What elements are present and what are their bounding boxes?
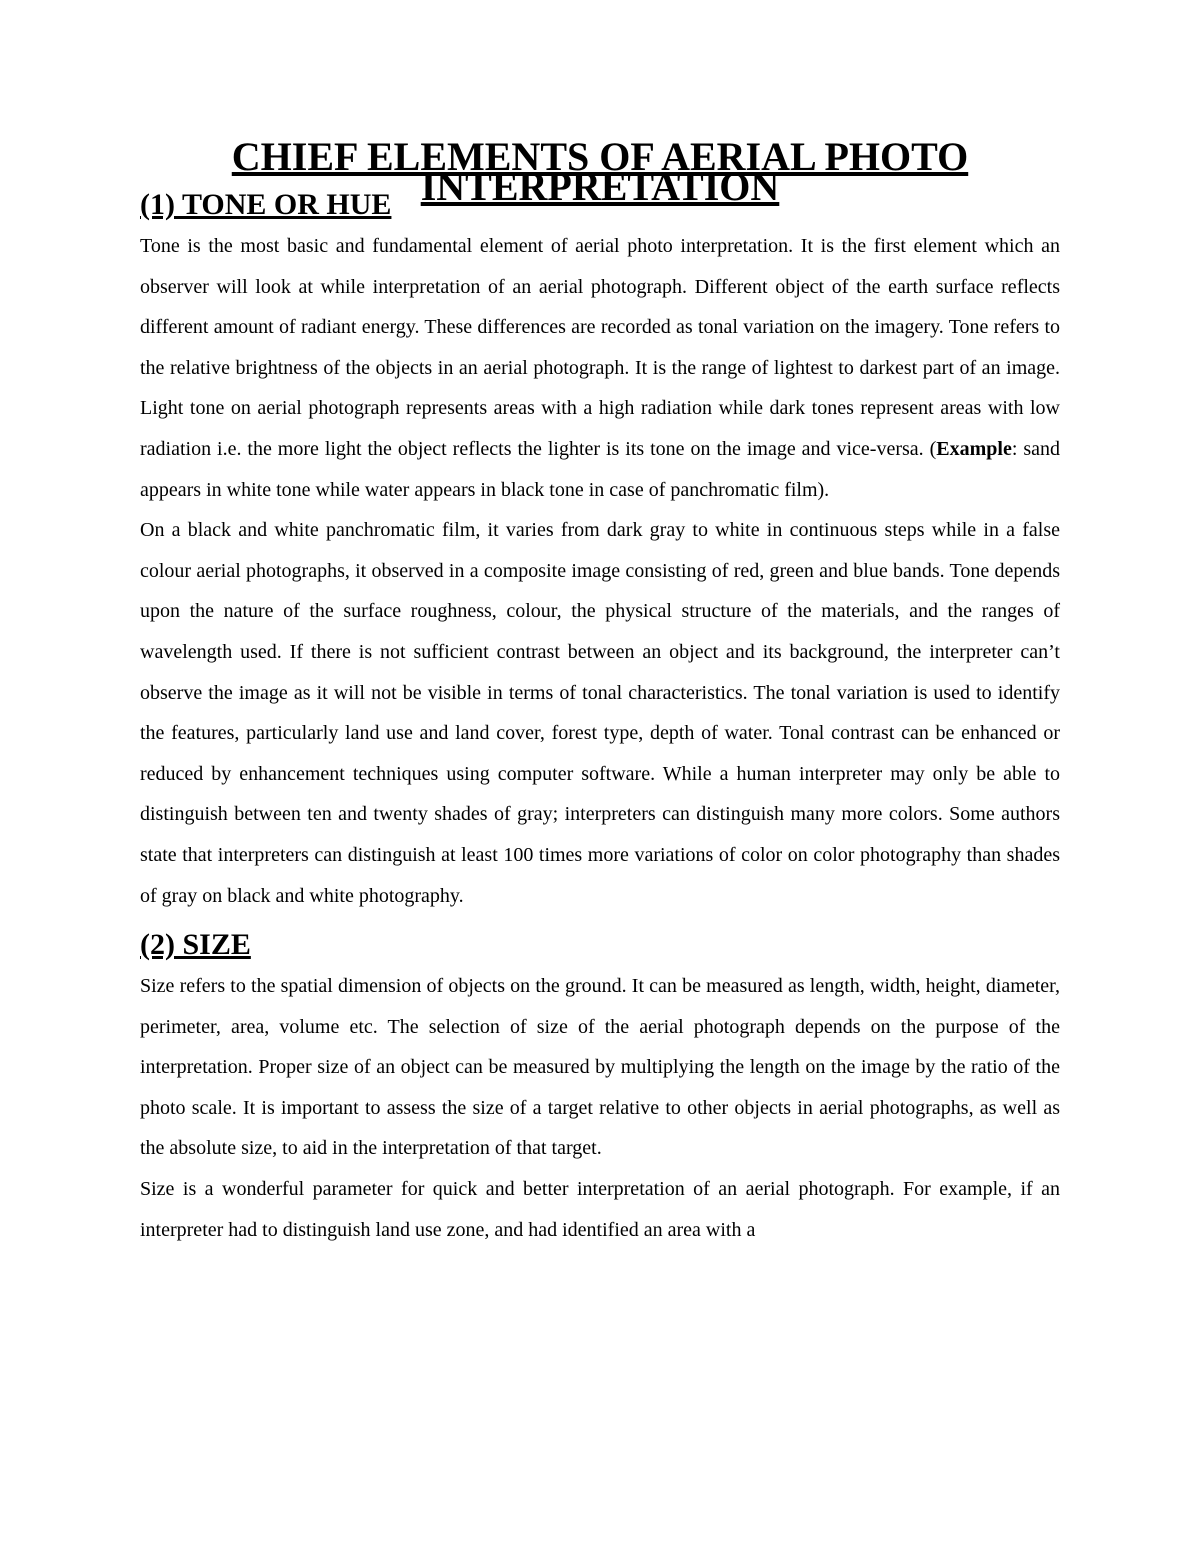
example-label: Example — [936, 437, 1012, 460]
paragraph-size-2: Size is a wonderful parameter for quick and better interpretation of an aerial photograph. For example, if an interpreter had to distinguish land use zone, and had identified an area with a — [140, 1178, 1060, 1241]
paragraph-size-1: Size refers to the spatial dimension of objects on the ground. It can be measured as length, width, height, diameter, perimeter, area, volume etc. The selection of size of the aerial photograph depends on the purpose of the interpretation. Proper size of an object can be measured by multiplying the length on the image by the ratio of the photo scale. It is important to assess the size of a target relative to other objects in aerial photographs, as well as the absolute size, to aid in the interpretation of that target. — [140, 975, 1060, 1160]
paragraph-tone-2: On a black and white panchromatic film, it varies from dark gray to white in continuous steps while in a false colour aerial photographs, it observed in a composite image consisting of red, green and blue bands. Tone depends upon the nature of the surface roughness, colour, the physical structure of the materials, and the ranges of wavelength used. If there is not sufficient contrast between an object and its background, the interpreter can’t observe the image as it will not be visible in terms of tonal characteristics. The tonal variation is used to identify the features, particularly land use and land cover, forest type, depth of water. Tonal contrast can be enhanced or reduced by enhancement techniques using computer software. While a human interpreter may only be able to distinguish between ten and twenty shades of gray; interpreters can distinguish many more colors. Some authors state that interpreters can distinguish at least 100 times more variations of color on color photography than shades of gray on black and white photography. — [140, 519, 1060, 907]
document-title: CHIEF ELEMENTS OF AERIAL PHOTO INTERPRETATION — [231, 134, 969, 209]
paragraph-tone-1 — [140, 226, 1060, 510]
document-body — [140, 134, 1060, 1250]
paragraph-text: : sand appears in white tone while water appears in black tone in case of panchromatic film). — [140, 437, 1060, 501]
section-heading-tone: (1) TONE OR HUE — [140, 188, 392, 221]
section-heading-size: (2) SIZE — [140, 928, 251, 962]
paragraph-text: Tone is the most basic and fundamental element of aerial photo interpretation. It is the first element which an observer will look at while interpretation of an aerial photograph. Different object of the earth surface reflects different amount of radiant energy. These differences are recorded as tonal variation on the imagery. Tone refers to the relative brightness of the objects in an aerial photograph. It is the range of lightest to darkest part of an image. Light tone on aerial photograph represents areas with a high radiation while dark tones represent areas with low radiation i.e. the more light the object reflects the lighter is its tone on the image and vice-versa. ( — [140, 235, 1060, 460]
